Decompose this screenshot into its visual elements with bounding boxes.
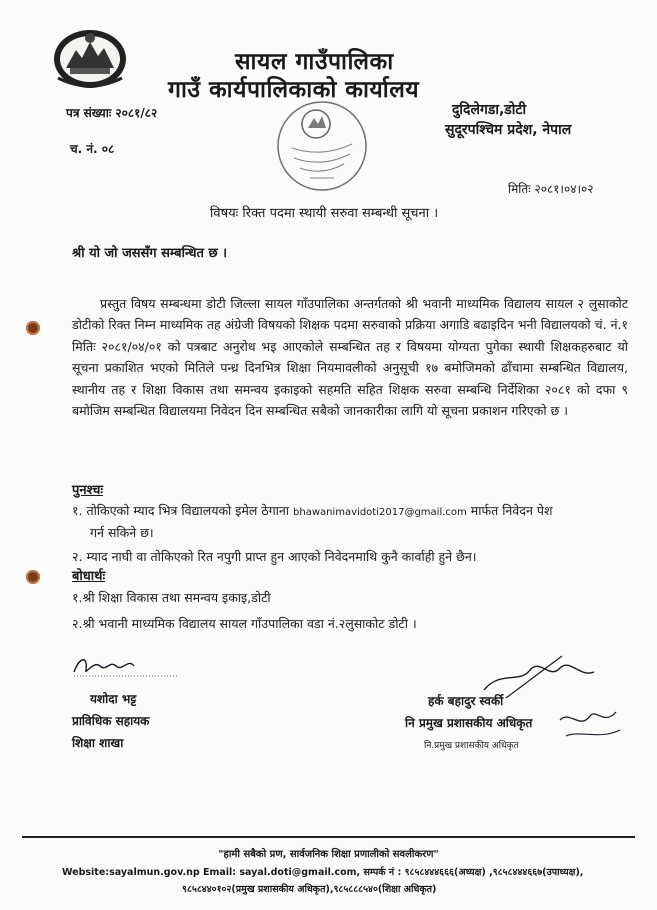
postscript-item-1 xyxy=(72,500,628,523)
address-line-2: सुदूरपश्चिम प्रदेश, नेपाल xyxy=(445,122,572,138)
office-seal-stamp xyxy=(272,96,372,196)
subject-line: विषयः रिक्त पदमा स्थायी सरुवा सम्बन्धी सूचना । xyxy=(210,206,439,221)
footer-slogan: "हामी सबैको प्रण, सार्वजनिक शिक्षा प्रणालीको सवलीकरण" xyxy=(218,849,439,860)
punch-hole xyxy=(26,570,40,584)
school-email: bhawanimavidoti2017@gmail.com xyxy=(293,507,467,518)
notice-body: प्रस्तुत विषय सम्बन्धमा डोटी जिल्ला सायल गाँउपालिका अन्तर्गतको श्री भवानी माध्यमिक विद्यालय सायल २ लुसाकोट डोटीको रिक्त निम्न माध्यमिक तह अंग्रेजी विषयको शिक्षक पदमा सरुवाको प्रक्रिया अगाडि बढाइदिन भनी विद्यालयको चं. नं.१ मितिः २०८१/०४/०१ को पत्रबाट अनुरोध भइ आएकोले सम्बन्धित तह र विषयमा योग्यता पुगेका स्थायी शिक्षकहरुबाट यो सूचना प्रकाशित भएको मितिले पन्ध्र दिनभित्र शिक्षा नियमावलीको अनुसूची १७ बमोजिमको ढाँचामा सम्बन्धित विद्यालय, स्थानीय तह र शिक्षा विकास तथा समन्वय इकाइको सहमति सहित शिक्षक सरुवा सम्बन्धि निर्देशिका २०८१ को दफा ९ बमोजिम सम्बन्धित विद्यालयमा निवेदन दिन सम्बन्धित सबैको जानकारीका लागि यो सूचना प्रकाशन गरिएको छ । xyxy=(72,296,628,419)
address-line-1: दुदिलेगडा,डोटी xyxy=(452,102,527,118)
left-signatory-section: शिक्षा शाखा xyxy=(72,736,124,750)
left-signatory-title: प्राविधिक सहायक xyxy=(72,714,150,728)
office-name: सायल गाउँपालिका xyxy=(235,49,394,75)
nepal-emblem-logo xyxy=(52,28,128,90)
info-item-2: २.श्री भवानी माध्यमिक विद्यालय सायल गाँउपालिका वडा नं.२लुसाकोट डोटी । xyxy=(72,616,417,631)
info-item-1: १.श्री शिक्षा विकास तथा समन्वय इकाइ,डोटी xyxy=(72,590,271,605)
right-signatory-title: नि प्रमुख प्रशासकीय अधिकृत xyxy=(405,716,533,730)
footer-contact-line-1: Website:sayalmun.gov.np Email: sayal.doti@gmail.com, सम्पर्क नं : ९८५८४४४६६६(अध्यक्ष) ,९८५८४४४६६७(उपाध्यक्ष), xyxy=(62,867,584,878)
postscript-item-1-tail: मार्फत निवेदन पेश xyxy=(470,503,553,518)
postscript-item-1-text: १. तोकिएको म्याद भित्र विद्यालयको इमेल ठेगाना xyxy=(72,503,290,518)
left-signatory-name: यशोदा भट्ट xyxy=(90,692,137,706)
punch-hole xyxy=(26,321,40,335)
postscript-item-2: २. म्याद नाघी वा तोकिएको रित नपुगी प्राप्त हुन आएको निवेदनमाथि कुनै कार्वाही हुने छैन। xyxy=(72,549,477,564)
right-signatory-name: हर्क बहादुर स्वर्की xyxy=(428,694,504,708)
salutation: श्री यो जो जससँग सम्बन्धित छ । xyxy=(72,246,228,261)
dispatch-number: च. नं. ०८ xyxy=(70,142,115,156)
reference-number: पत्र संख्याः २०८१/८२ xyxy=(66,106,158,120)
left-signature xyxy=(70,652,180,680)
footer-contact-line-2: ९८५८४४०१०२(प्रमुख प्रशासकीय अधिकृत),९८५८८८५४०(शिक्षा अधिकृत) xyxy=(182,884,437,895)
office-subtitle: गाउँ कार्यपालिकाको कार्यालय xyxy=(168,77,420,103)
right-signatory-stamp: नि.प्रमुख प्रशासकीय अधिकृत xyxy=(424,741,519,751)
postscript-heading: पुनश्चः xyxy=(72,483,104,498)
letter-date: मितिः २०८१।०४।०२ xyxy=(508,182,594,196)
info-heading: बोधार्थः xyxy=(72,569,106,584)
postscript-item-1-continued: गर्न सकिने छ। xyxy=(90,525,154,540)
footer-divider xyxy=(22,836,635,838)
